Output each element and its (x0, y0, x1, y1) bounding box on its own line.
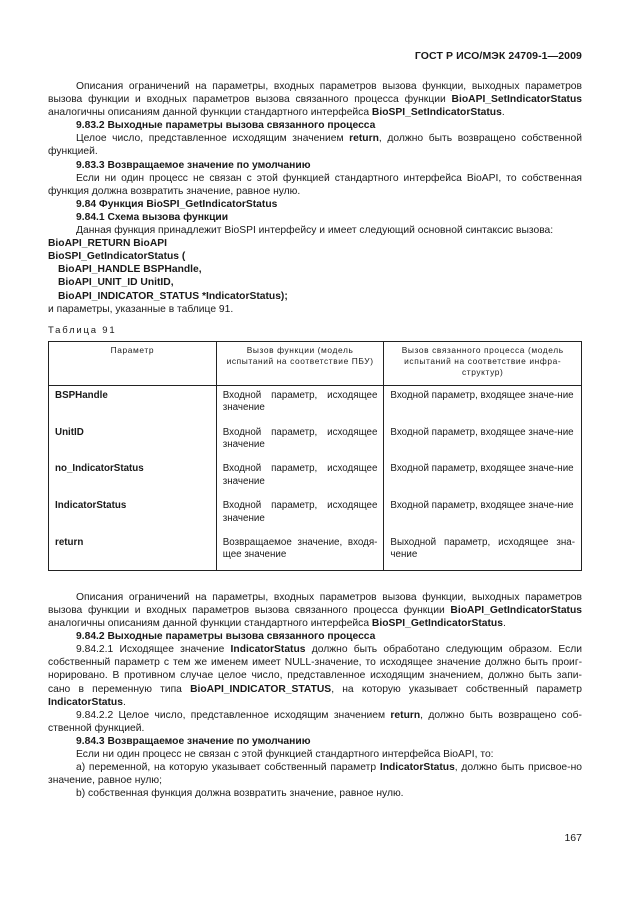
page-header: ГОСТ Р ИСО/МЭК 24709-1—2009 (414, 50, 582, 62)
process-call-cell: Входной параметр, входящее значе-ние (384, 423, 582, 460)
paragraph-9-84-2-1: 9.84.2.1 Исходящее значение IndicatorStatus должно быть обработано следующим образом. Если собственный параметр с тем же именем имеет NULL-значение, то исходящее значение должно быть проиг-норировано. В противном случае целое число, представленное исходящим значением, должно быть запи-сано в переменную типа BioAPI_INDICATOR_STATUS, на которую указывает собственный параметр IndicatorStatus. (48, 644, 582, 708)
param-name-cell: return (49, 533, 217, 570)
paragraph-constraints-get: Описания ограничений на параметры, входных параметров вызова функции, выходных параметров вызова функции и входных параметров вызова связанного процесса функции BioAPI_GetIndicatorStatus аналогичны описаниям данной функции стандартного интерфейса BioSPI_GetIndicatorStatus. (48, 591, 582, 630)
code-line: BioSPI_GetIndicatorStatus ( (48, 251, 186, 263)
page-body (48, 80, 582, 800)
code-line: BioAPI_UNIT_ID UnitID, (58, 277, 174, 289)
table-row (49, 533, 582, 570)
column-header-parameter: Параметр (49, 341, 217, 385)
table-header-row (49, 341, 582, 385)
paragraph-9-83-2: Целое число, представленное исходящим значением return, должно быть возвращено собственной функцией. (48, 133, 582, 158)
paragraph-9-84-3: Если ни один процесс не связан с этой функцией стандартного интерфейса BioAPI, то: (76, 748, 494, 760)
param-name-cell: UnitID (49, 423, 217, 460)
code-line: BioAPI_HANDLE BSPHandle, (58, 264, 202, 276)
table-row (49, 423, 582, 460)
code-line: BioAPI_RETURN BioAPI (48, 238, 167, 250)
paragraph-table-ref: и параметры, указанные в таблице 91. (48, 303, 234, 315)
column-header-function-call: Вызов функции (модель испытаний на соответствие ПБУ) (216, 341, 384, 385)
table-row (49, 459, 582, 496)
process-call-cell: Выходной параметр, исходящее зна-чение (384, 533, 582, 570)
function-call-cell: Возвращаемое значение, входя-щее значение (216, 533, 384, 570)
paragraph-9-83-3: Если ни один процесс не связан с этой функцией стандартного интерфейса BioAPI, то собственная функция должна возвратить значение, равное нулю. (48, 172, 582, 197)
process-call-cell: Входной параметр, входящее значе-ние (384, 459, 582, 496)
parameters-table (48, 341, 582, 571)
list-item-b: b) собственная функция должна возвратить значение, равное нулю. (76, 788, 404, 800)
heading-9-84: 9.84 Функция BioSPI_GetIndicatorStatus (76, 198, 278, 210)
heading-9-83-3: 9.83.3 Возвращаемое значение по умолчанию (76, 159, 311, 171)
process-call-cell: Входной параметр, входящее значе-ние (384, 496, 582, 533)
function-call-cell: Входной параметр, исходящее значение (216, 496, 384, 533)
function-call-cell: Входной параметр, исходящее значение (216, 385, 384, 422)
process-call-cell: Входной параметр, входящее значе-ние (384, 385, 582, 422)
list-item-a: а) переменной, на которую указывает собственный параметр IndicatorStatus, должно быть присвое-но значение, равное нулю; (48, 762, 583, 787)
heading-9-84-3: 9.84.3 Возвращаемое значение по умолчанию (76, 735, 311, 747)
heading-9-83-2: 9.83.2 Выходные параметры вызова связанного процесса (76, 120, 376, 132)
param-name-cell: no_IndicatorStatus (49, 459, 217, 496)
param-name-cell: BSPHandle (49, 385, 217, 422)
column-header-process-call: Вызов связанного процесса (модель испытаний на соответствие инфра-структур) (384, 341, 582, 385)
code-line: BioAPI_INDICATOR_STATUS *IndicatorStatus); (58, 290, 288, 302)
table-row (49, 385, 582, 422)
heading-9-84-2: 9.84.2 Выходные параметры вызова связанного процесса (76, 631, 376, 643)
function-call-cell: Входной параметр, исходящее значение (216, 423, 384, 460)
paragraph-9-84-1: Данная функция принадлежит BioSPI интерфейсу и имеет следующий основной синтаксис вызова: (76, 225, 554, 237)
paragraph-constraints-set: Описания ограничений на параметры, входных параметров вызова функции, выходных параметров вызова функции и входных параметров вызова связанного процесса функции BioAPI_SetIndicatorStatus аналогичны описаниям данной функции стандартного интерфейса BioSPI_SetIndicatorStatus. (48, 81, 582, 119)
param-name-cell: IndicatorStatus (49, 496, 217, 533)
paragraph-9-84-2-2: 9.84.2.2 Целое число, представленное исходящим значением return, должно быть возвращено соб-ственной функцией. (48, 709, 582, 734)
table-row (49, 496, 582, 533)
page-number: 167 (564, 832, 582, 844)
table-caption: Таблица 91 (48, 324, 117, 336)
heading-9-84-1: 9.84.1 Схема вызова функции (76, 211, 229, 223)
function-call-cell: Входной параметр, исходящее значение (216, 459, 384, 496)
